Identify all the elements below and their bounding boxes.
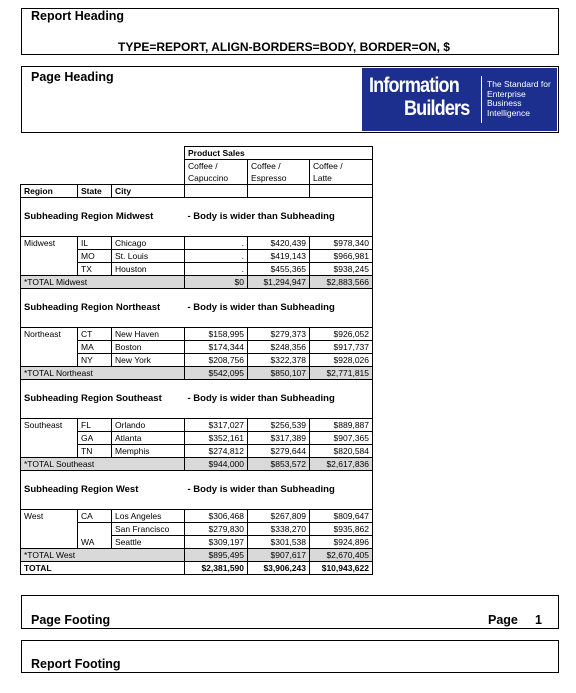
value-espresso: $279,373 [248, 328, 310, 341]
logo-tagline-line: Enterprise [487, 88, 526, 99]
subtotal-latte: $2,670,405 [310, 549, 373, 562]
value-capuccino: $208,756 [185, 354, 248, 367]
table-header-product-line1 [21, 160, 373, 173]
subtotal-espresso: $853,572 [248, 458, 310, 471]
logo-tagline-line: The Standard for [487, 79, 551, 89]
value-capuccino: $306,468 [185, 510, 248, 523]
report-heading-box [21, 8, 559, 55]
subtotal-row [21, 367, 373, 380]
city-cell: Orlando [112, 419, 185, 432]
subtotal-row [21, 458, 373, 471]
city-header: City [112, 185, 185, 198]
value-espresso: $317,389 [248, 432, 310, 445]
city-cell: Los Angeles [112, 510, 185, 523]
subtotal-label: *TOTAL West [21, 549, 185, 562]
col-header-capuccino-2: Capuccino [185, 172, 248, 185]
state-cell: TX [78, 263, 112, 276]
grand-total-row [21, 562, 373, 575]
col-header-latte-1: Coffee / [310, 160, 373, 173]
value-espresso: $322,378 [248, 354, 310, 367]
value-espresso: $248,356 [248, 341, 310, 354]
city-cell: Seattle [112, 536, 185, 549]
subtotal-label: *TOTAL Southeast [21, 458, 185, 471]
city-cell: St. Louis [112, 250, 185, 263]
value-capuccino: $274,812 [185, 445, 248, 458]
page-heading-label: Page Heading [31, 70, 114, 84]
col-header-latte-2: Latte [310, 172, 373, 185]
region-cell: Midwest [21, 237, 78, 276]
subheading-title: Subheading Region Southeast [21, 380, 185, 419]
report-footing-box [21, 640, 559, 673]
value-latte: $978,340 [310, 237, 373, 250]
region-cell: West [21, 510, 78, 549]
region-cell: Northeast [21, 328, 78, 367]
subtotal-row [21, 549, 373, 562]
subheading-row [21, 471, 373, 510]
value-latte: $917,737 [310, 341, 373, 354]
value-capuccino: . [185, 263, 248, 276]
value-capuccino: $279,830 [185, 523, 248, 536]
value-latte: $924,896 [310, 536, 373, 549]
value-latte: $889,887 [310, 419, 373, 432]
city-cell: Boston [112, 341, 185, 354]
page-label: Page [488, 613, 518, 627]
state-cell: MA [78, 341, 112, 354]
subtotal-label: *TOTAL Midwest [21, 276, 185, 289]
value-latte: $966,981 [310, 250, 373, 263]
page-footing-box [21, 595, 559, 629]
region-header: Region [21, 185, 78, 198]
value-latte: $928,026 [310, 354, 373, 367]
state-header: State [78, 185, 112, 198]
subtotal-latte: $2,771,815 [310, 367, 373, 380]
table-row [21, 237, 373, 250]
value-espresso: $279,644 [248, 445, 310, 458]
subtotal-capuccino: $944,000 [185, 458, 248, 471]
value-espresso: $301,538 [248, 536, 310, 549]
value-latte: $809,647 [310, 510, 373, 523]
state-cell: TN [78, 445, 112, 458]
information-builders-logo [362, 68, 557, 131]
state-cell [78, 523, 112, 536]
subheading-note: - Body is wider than Subheading [185, 198, 373, 237]
subtotal-latte: $2,883,566 [310, 276, 373, 289]
grand-total-espresso: $3,906,243 [248, 562, 310, 575]
value-capuccino: . [185, 237, 248, 250]
table-header-product-line2 [21, 172, 373, 185]
product-sales-header: Product Sales [185, 147, 373, 160]
subtotal-espresso: $1,294,947 [248, 276, 310, 289]
subheading-title: Subheading Region Midwest [21, 198, 185, 237]
report-heading-label: Report Heading [31, 9, 125, 23]
value-capuccino: $309,197 [185, 536, 248, 549]
col-header-espresso-2: Espresso [248, 172, 310, 185]
col-header-espresso-1: Coffee / [248, 160, 310, 173]
subtotal-espresso: $907,617 [248, 549, 310, 562]
subtotal-latte: $2,617,836 [310, 458, 373, 471]
grand-total-latte: $10,943,622 [310, 562, 373, 575]
state-cell: FL [78, 419, 112, 432]
value-espresso: $267,809 [248, 510, 310, 523]
state-cell: CT [78, 328, 112, 341]
logo-tagline-line: Business [487, 98, 522, 108]
value-capuccino: . [185, 250, 248, 263]
city-cell: Chicago [112, 237, 185, 250]
table-row [21, 328, 373, 341]
value-espresso: $256,539 [248, 419, 310, 432]
value-espresso: $419,143 [248, 250, 310, 263]
report-table [20, 146, 373, 575]
subheading-note: - Body is wider than Subheading [185, 289, 373, 328]
subheading-row [21, 380, 373, 419]
logo-tagline-line: Intelligence [487, 107, 531, 118]
subheading-note: - Body is wider than Subheading [185, 471, 373, 510]
city-cell: Memphis [112, 445, 185, 458]
subtotal-capuccino: $542,095 [185, 367, 248, 380]
value-espresso: $455,365 [248, 263, 310, 276]
grand-total-label: TOTAL [21, 562, 185, 575]
state-cell: NY [78, 354, 112, 367]
report-footing-label: Report Footing [31, 657, 121, 671]
logo-divider [481, 76, 482, 123]
col-header-capuccino-1: Coffee / [185, 160, 248, 173]
city-cell: New York [112, 354, 185, 367]
table-header-product-row [21, 147, 373, 160]
city-cell: Atlanta [112, 432, 185, 445]
value-latte: $926,052 [310, 328, 373, 341]
subheading-row [21, 198, 373, 237]
logo-word-information: Information [369, 74, 459, 97]
value-latte: $938,245 [310, 263, 373, 276]
value-espresso: $338,270 [248, 523, 310, 536]
value-latte: $820,584 [310, 445, 373, 458]
state-cell: MO [78, 250, 112, 263]
value-latte: $935,862 [310, 523, 373, 536]
report-heading-subtitle: TYPE=REPORT, ALIGN-BORDERS=BODY, BORDER=ON, $ [118, 40, 450, 54]
subheading-note: - Body is wider than Subheading [185, 380, 373, 419]
value-capuccino: $317,027 [185, 419, 248, 432]
page-footing-label: Page Footing [31, 613, 111, 627]
value-espresso: $420,439 [248, 237, 310, 250]
region-cell: Southeast [21, 419, 78, 458]
page-number: 1 [535, 613, 542, 627]
table-header-row [21, 185, 373, 198]
subheading-row [21, 289, 373, 328]
subtotal-espresso: $850,107 [248, 367, 310, 380]
logo-word-builders: Builders [404, 97, 470, 120]
value-latte: $907,365 [310, 432, 373, 445]
city-cell: New Haven [112, 328, 185, 341]
logo-tagline [487, 80, 551, 118]
state-cell: WA [78, 536, 112, 549]
state-cell: GA [78, 432, 112, 445]
subtotal-label: *TOTAL Northeast [21, 367, 185, 380]
value-capuccino: $352,161 [185, 432, 248, 445]
subtotal-row [21, 276, 373, 289]
subheading-title: Subheading Region Northeast [21, 289, 185, 328]
city-cell: Houston [112, 263, 185, 276]
state-cell: IL [78, 237, 112, 250]
city-cell: San Francisco [112, 523, 185, 536]
grand-total-capuccino: $2,381,590 [185, 562, 248, 575]
value-capuccino: $158,995 [185, 328, 248, 341]
subtotal-capuccino: $0 [185, 276, 248, 289]
subtotal-capuccino: $895,495 [185, 549, 248, 562]
value-capuccino: $174,344 [185, 341, 248, 354]
subheading-title: Subheading Region West [21, 471, 185, 510]
state-cell: CA [78, 510, 112, 523]
table-row [21, 419, 373, 432]
table-row [21, 510, 373, 523]
